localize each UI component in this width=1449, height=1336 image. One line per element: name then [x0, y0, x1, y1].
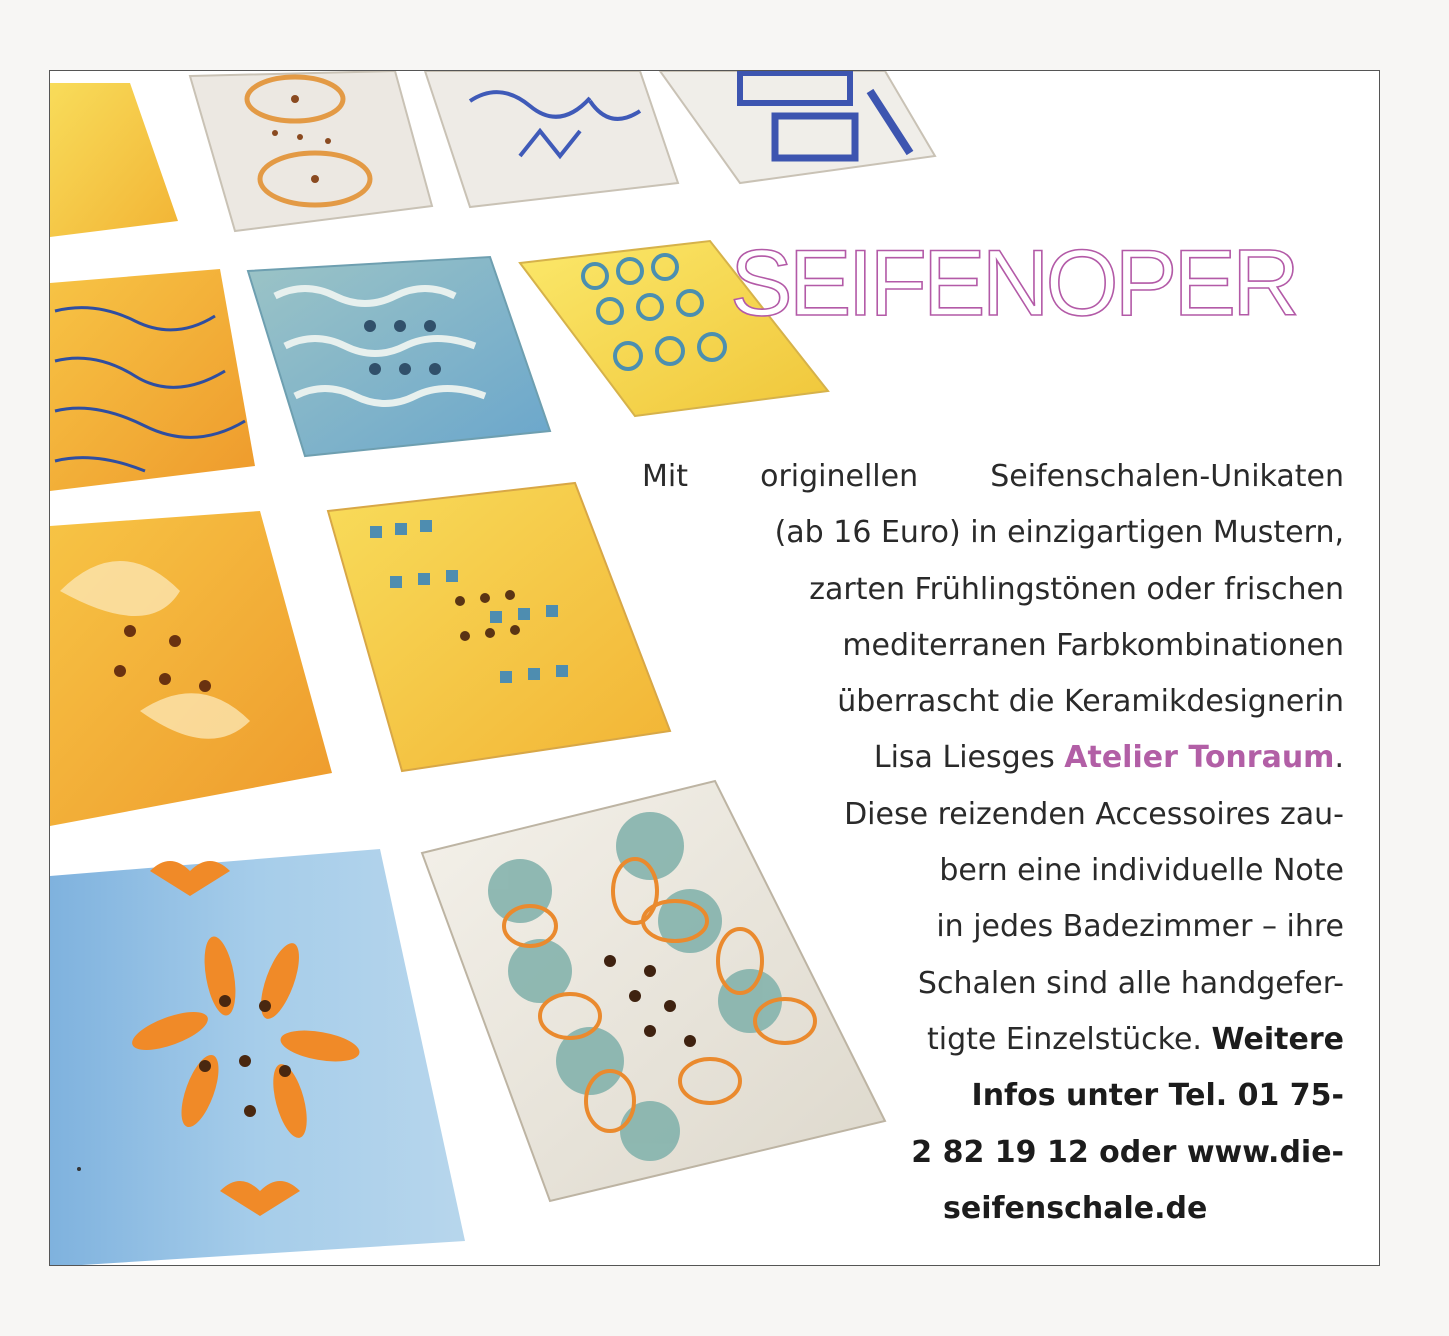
website-line: seifenschale.de — [943, 1190, 1208, 1226]
print-speck — [77, 1167, 81, 1171]
body-line: Mit originellen Seifenschalen-Unikaten — [642, 459, 1344, 494]
info-bold: Weitere — [1211, 1021, 1344, 1057]
article-frame — [49, 70, 1380, 1266]
brand-name: Atelier Tonraum — [1064, 740, 1335, 776]
tile-orange-diamonds — [328, 483, 670, 771]
body-line: (ab 16 Euro) in einzigartigen Mustern, — [774, 515, 1344, 551]
body-line: bern eine individuelle Note — [939, 853, 1344, 889]
tile-orange-flower — [50, 511, 332, 826]
tile-teal-blue — [248, 257, 550, 456]
body-text: tigte Einzelstücke. — [927, 1021, 1212, 1057]
tile-orange-waves — [50, 269, 255, 491]
designer-name: Lisa Liesges — [873, 740, 1065, 776]
contact-line: Infos unter Tel. 01 75- — [971, 1078, 1344, 1114]
body-line: überrascht die Keramikdesignerin — [837, 684, 1344, 720]
body-line: Diese reizenden Accessoires zau- — [844, 796, 1344, 832]
contact-line: 2 82 19 12 oder www.die- — [911, 1134, 1344, 1170]
body-line: mediterranen Farbkombinationen — [842, 627, 1344, 663]
article-body — [642, 449, 1344, 1237]
body-line — [642, 730, 1344, 786]
tile-white-blue — [425, 71, 678, 207]
article-title: SEIFENOPER — [730, 230, 1296, 335]
tile-white-orange — [190, 71, 432, 231]
period: . — [1334, 740, 1344, 776]
body-line: zarten Frühlingstönen oder frischen — [809, 571, 1344, 607]
body-line: Schalen sind alle handgefer- — [917, 965, 1344, 1001]
tile-blue-orange — [50, 849, 465, 1266]
body-line: in jedes Badezimmer – ihre — [936, 909, 1344, 945]
tile-blue-squares — [660, 71, 935, 183]
body-line — [642, 1012, 1344, 1068]
